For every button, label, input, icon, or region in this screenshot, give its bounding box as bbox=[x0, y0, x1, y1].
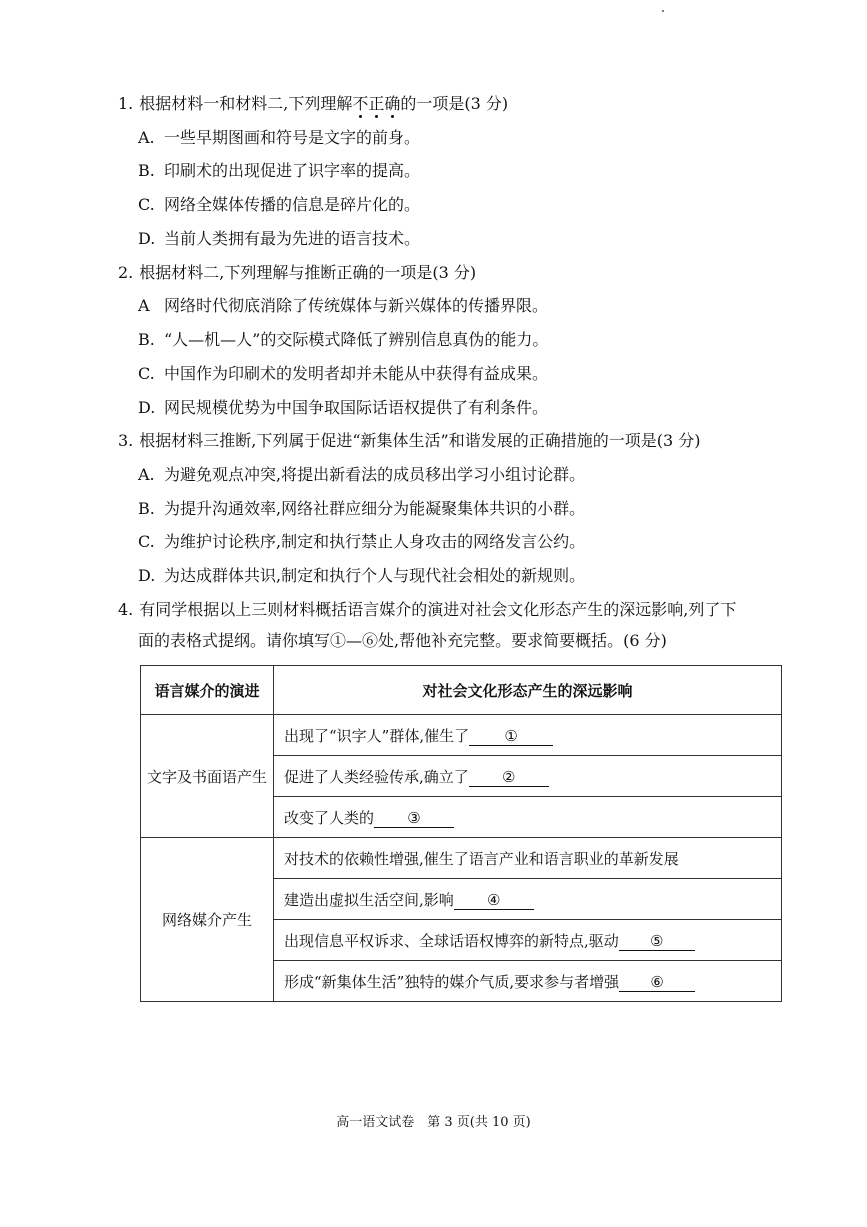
answer-blank-2[interactable]: ② bbox=[469, 768, 549, 787]
question-2-option-a bbox=[138, 296, 548, 316]
impact-item bbox=[274, 715, 782, 756]
header-cultural-impact: 对社会文化形态产生的深远影响 bbox=[274, 666, 782, 715]
option-label: C. bbox=[138, 532, 155, 551]
option-label: B. bbox=[138, 330, 155, 349]
question-4-number: 4. bbox=[118, 600, 134, 619]
category-network: 网络媒介产生 bbox=[141, 838, 274, 1002]
question-1-stem-tail: 的一项是(3 分) bbox=[400, 94, 509, 113]
question-4-stem bbox=[118, 600, 736, 620]
impact-text: 建造出虚拟生活空间,影响 bbox=[284, 890, 454, 909]
question-2-number: 2. bbox=[118, 263, 134, 282]
question-1-option-d bbox=[138, 229, 420, 249]
impact-text: 对技术的依赖性增强,催生了语言产业和语言职业的革新发展 bbox=[284, 849, 679, 868]
question-2-option-d bbox=[138, 398, 548, 418]
question-1-number: 1. bbox=[118, 94, 134, 113]
option-text: 为避免观点冲突,将提出新看法的成员移出学习小组讨论群。 bbox=[164, 465, 586, 484]
option-text: 一些早期图画和符号是文字的前身。 bbox=[164, 128, 421, 147]
question-2-option-c bbox=[138, 364, 548, 384]
option-label: C. bbox=[138, 195, 155, 214]
impact-text: 出现了“识字人”群体,催生了 bbox=[284, 726, 470, 745]
option-label: B. bbox=[138, 161, 155, 180]
question-2-stem bbox=[118, 263, 476, 283]
option-label: C. bbox=[138, 364, 155, 383]
emphasis-char: 确 bbox=[384, 94, 401, 113]
emphasis-char: 正 bbox=[368, 94, 385, 113]
table-header-row bbox=[141, 666, 782, 715]
header-media-evolution: 语言媒介的演进 bbox=[141, 666, 274, 715]
option-text: 当前人类拥有最为先进的语言技术。 bbox=[164, 229, 421, 248]
impact-text: 形成“新集体生活”独特的媒介气质,要求参与者增强 bbox=[284, 972, 620, 991]
answer-blank-6[interactable]: ⑥ bbox=[619, 973, 695, 992]
category-writing: 文字及书面语产生 bbox=[141, 715, 274, 838]
impact-text: 改变了人类的 bbox=[284, 808, 375, 827]
option-text: 网络时代彻底消除了传统媒体与新兴媒体的传播界限。 bbox=[164, 296, 549, 315]
option-label: A. bbox=[138, 128, 155, 147]
question-1-option-a bbox=[138, 128, 420, 148]
option-text: “人—机—人”的交际模式降低了辨别信息真伪的能力。 bbox=[164, 330, 549, 349]
table-row bbox=[141, 715, 782, 756]
option-label: D. bbox=[138, 229, 156, 248]
impact-item bbox=[274, 879, 782, 920]
option-text: 网络全媒体传播的信息是碎片化的。 bbox=[164, 195, 421, 214]
outline-table bbox=[140, 665, 782, 1002]
option-text: 印刷术的出现促进了识字率的提高。 bbox=[164, 161, 421, 180]
impact-item bbox=[274, 838, 782, 879]
answer-blank-5[interactable]: ⑤ bbox=[619, 932, 695, 951]
question-3-option-c bbox=[138, 532, 585, 552]
question-1-stem bbox=[118, 94, 508, 114]
question-3-number: 3. bbox=[118, 431, 134, 450]
option-label: A bbox=[138, 296, 150, 315]
question-4-stem-line2: 面的表格式提纲。请你填写①—⑥处,帮他补充完整。要求简要概括。(6 分) bbox=[138, 631, 667, 650]
question-1-option-b bbox=[138, 161, 420, 181]
answer-blank-4[interactable]: ④ bbox=[454, 891, 534, 910]
question-3-option-a bbox=[138, 465, 585, 485]
emphasis-char: 不 bbox=[352, 94, 369, 113]
option-text: 为提升沟通效率,网络社群应细分为能凝聚集体共识的小群。 bbox=[164, 499, 586, 518]
option-label: D. bbox=[138, 398, 156, 417]
question-3-option-d bbox=[138, 566, 585, 586]
option-text: 网民规模优势为中国争取国际话语权提供了有利条件。 bbox=[164, 398, 549, 417]
question-2-stem-text: 根据材料二,下列理解与推断正确的一项是(3 分) bbox=[139, 263, 477, 282]
question-3-stem bbox=[118, 431, 700, 451]
answer-blank-3[interactable]: ③ bbox=[374, 809, 454, 828]
question-3-stem-text: 根据材料三推断,下列属于促进“新集体生活”和谐发展的正确措施的一项是(3 分) bbox=[139, 431, 701, 450]
table-row bbox=[141, 838, 782, 879]
option-text: 为维护讨论秩序,制定和执行禁止人身攻击的网络发言公约。 bbox=[164, 532, 586, 551]
option-label: D. bbox=[138, 566, 156, 585]
scan-speck bbox=[662, 10, 664, 12]
impact-item bbox=[274, 756, 782, 797]
impact-item bbox=[274, 920, 782, 961]
option-text: 为达成群体共识,制定和执行个人与现代社会相处的新规则。 bbox=[164, 566, 586, 585]
option-label: A. bbox=[138, 465, 155, 484]
impact-text: 出现信息平权诉求、全球话语权博弈的新特点,驱动 bbox=[284, 931, 619, 950]
impact-item bbox=[274, 797, 782, 838]
question-1-option-c bbox=[138, 195, 420, 215]
question-3-option-b bbox=[138, 499, 585, 519]
impact-item bbox=[274, 961, 782, 1002]
option-text: 中国作为印刷术的发明者却并未能从中获得有益成果。 bbox=[164, 364, 549, 383]
answer-blank-1[interactable]: ① bbox=[469, 727, 553, 746]
question-1-stem-text: 根据材料一和材料二,下列理解 bbox=[139, 94, 353, 113]
question-2-option-b bbox=[138, 330, 548, 350]
page-footer: 高一语文试卷 第 3 页(共 10 页) bbox=[336, 1115, 531, 1130]
option-label: B. bbox=[138, 499, 155, 518]
impact-text: 促进了人类经验传承,确立了 bbox=[284, 767, 469, 786]
question-4-stem-line1: 有同学根据以上三则材料概括语言媒介的演进对社会文化形态产生的深远影响,列了下 bbox=[139, 600, 737, 619]
